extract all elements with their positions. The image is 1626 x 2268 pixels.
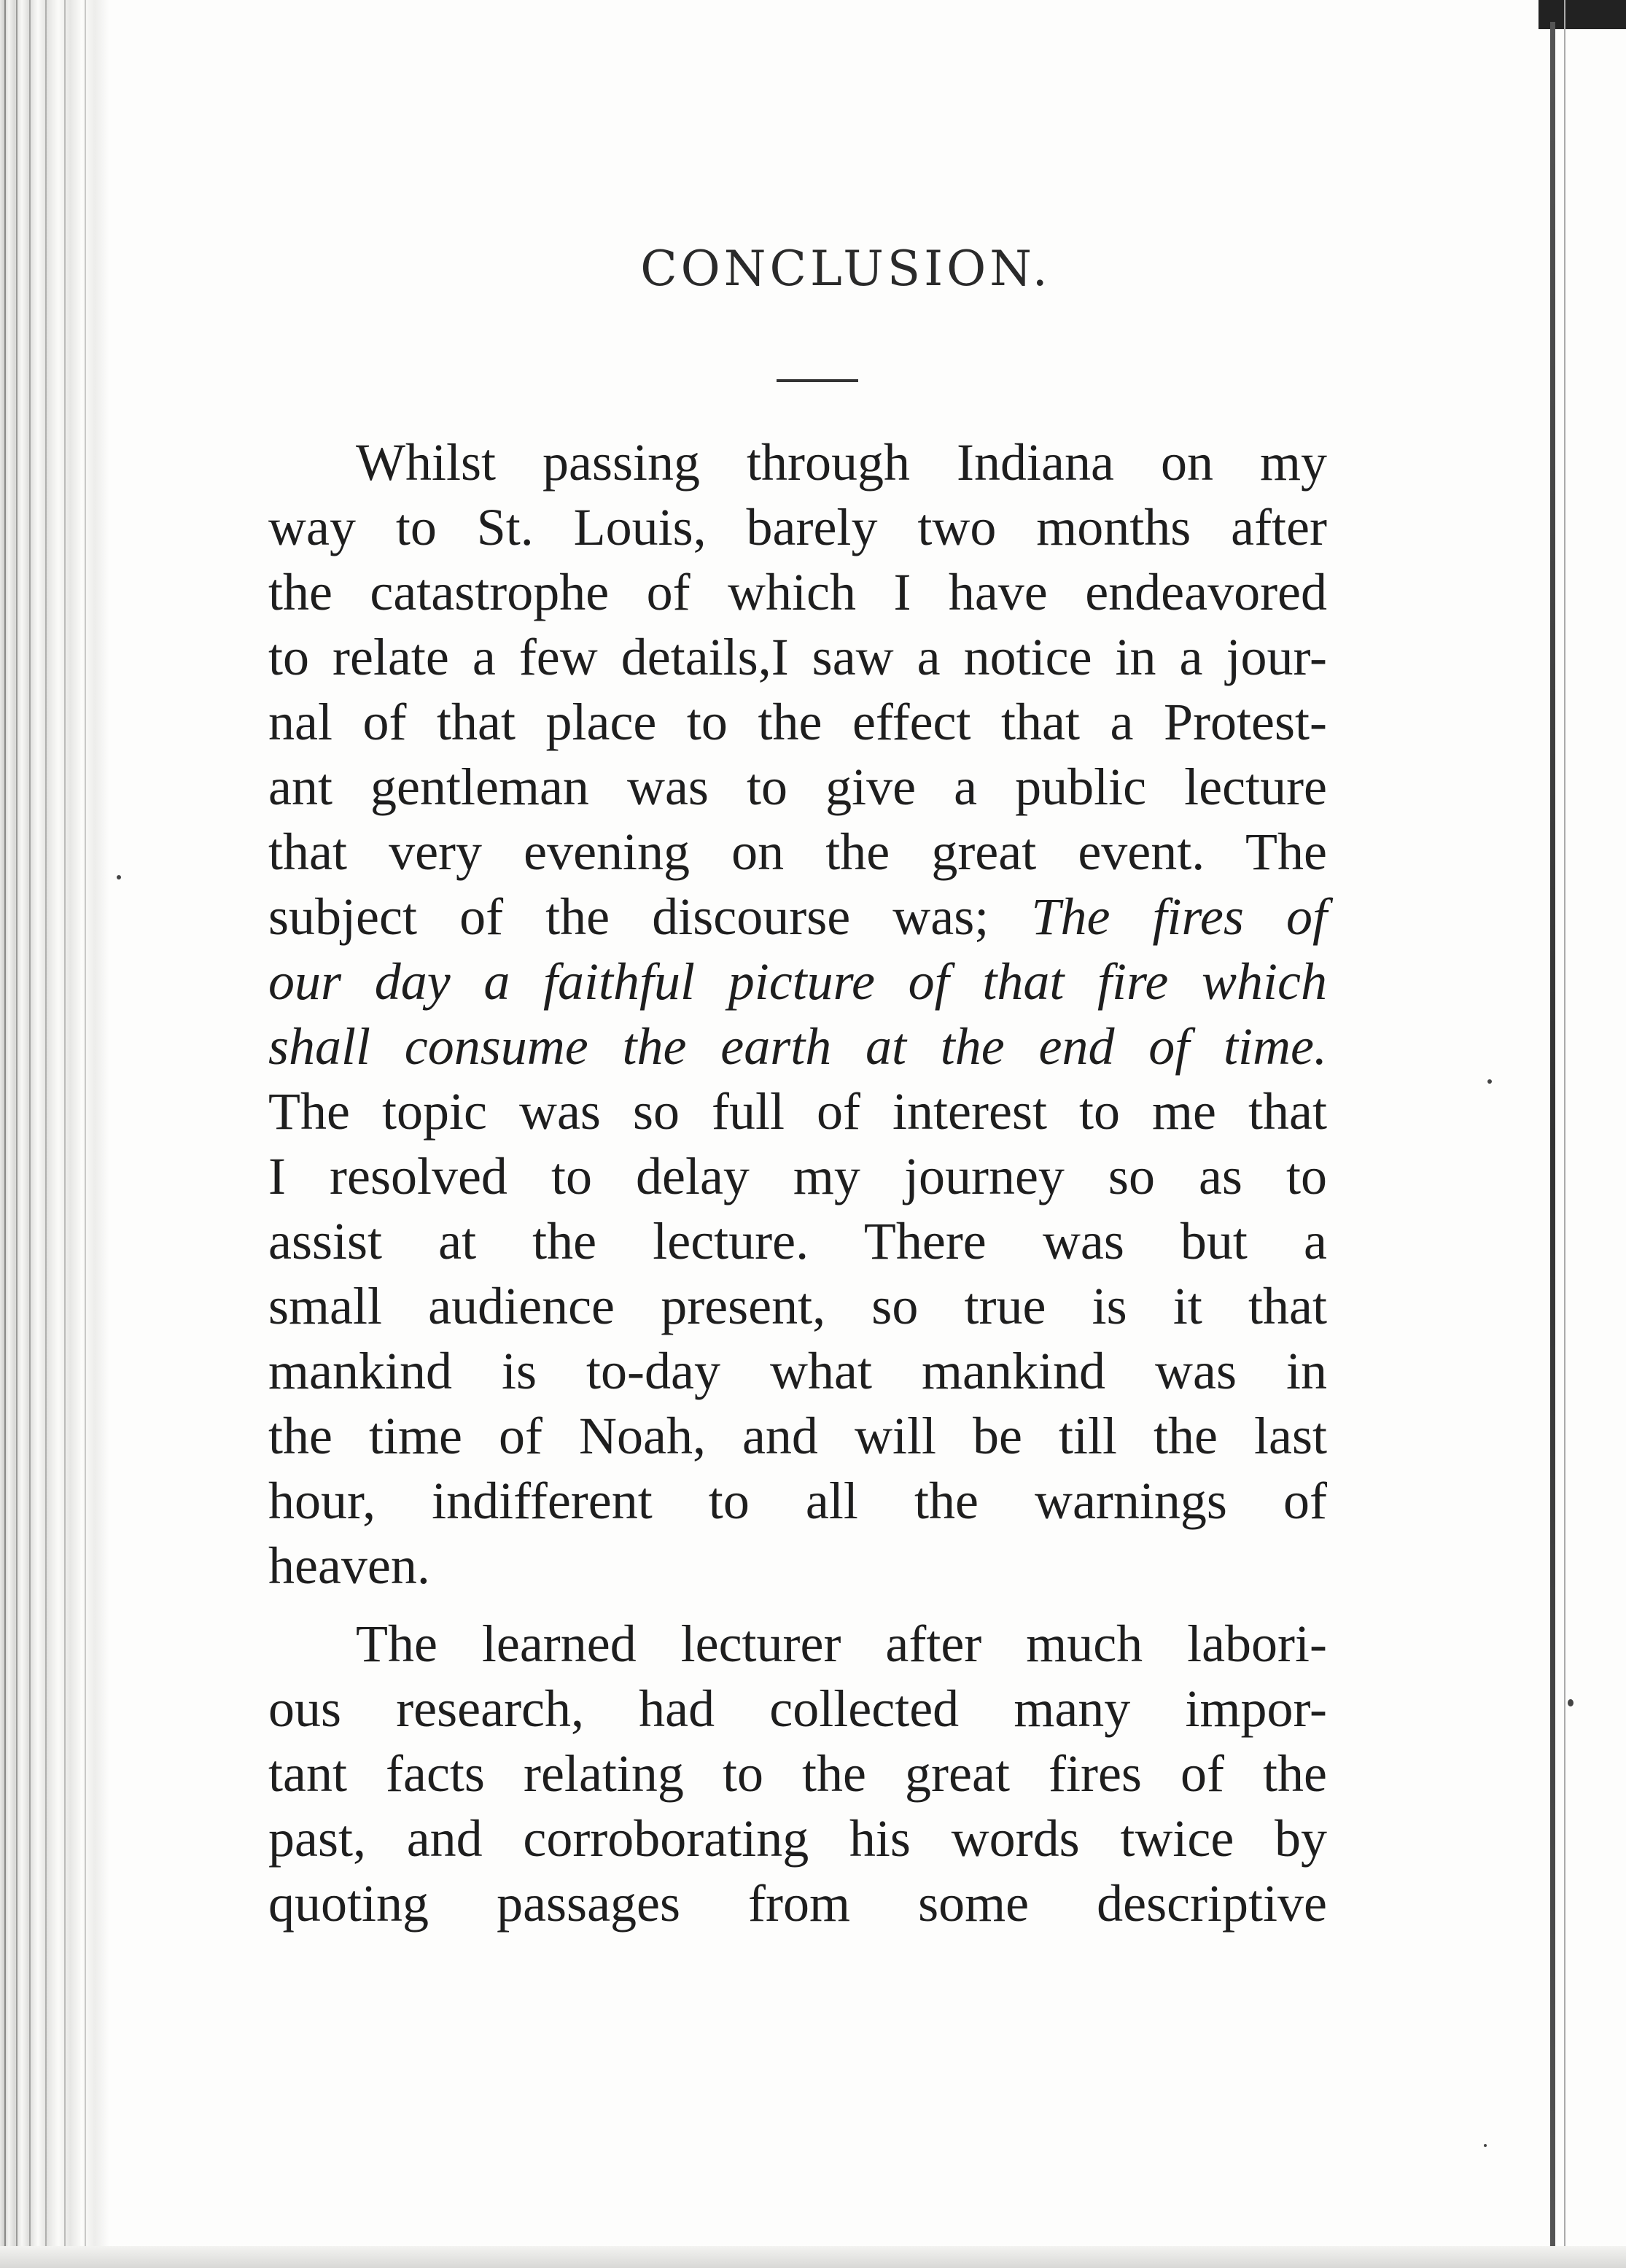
- scan-speck: [117, 875, 121, 879]
- italic-text-line: shall consume the earth at the end of time.: [268, 1017, 1327, 1076]
- paragraph-2: [268, 1612, 1327, 1936]
- text-line: to relate a few details,I saw a notice in a jour-: [268, 628, 1327, 686]
- heading-rule: [777, 379, 858, 382]
- paragraph-1: [268, 430, 1327, 1599]
- text-line: the time of Noah, and will be till the last: [268, 1407, 1327, 1465]
- text-line: way to St. Louis, barely two months after: [268, 498, 1327, 556]
- text-run: subject of the discourse was;: [268, 888, 1032, 946]
- text-line: that very evening on the great event. The: [268, 823, 1327, 881]
- text-line: I resolved to delay my journey so as to: [268, 1147, 1327, 1205]
- italic-text-line: our day a faithful picture of that fire which: [268, 952, 1327, 1011]
- text-line: assist at the lecture. There was but a: [268, 1212, 1327, 1270]
- page-edge-line: [1564, 0, 1565, 2268]
- scan-speck: [1568, 1699, 1574, 1706]
- text-line: quoting passages from some descriptive: [268, 1874, 1327, 1933]
- gutter-line: [4, 0, 6, 2268]
- text-line: The topic was so full of interest to me that: [268, 1082, 1327, 1141]
- page-bottom-shadow: [0, 2246, 1626, 2268]
- gutter-line: [45, 0, 47, 2268]
- text-line: tant facts relating to the great fires of the: [268, 1744, 1327, 1803]
- text-line: The learned lecturer after much labori-: [356, 1615, 1327, 1673]
- text-line: ous research, had collected many impor-: [268, 1679, 1327, 1738]
- gutter-line: [64, 0, 66, 2268]
- gutter-line: [29, 0, 31, 2268]
- text-line: ant gentleman was to give a public lecture: [268, 758, 1327, 816]
- text-line: Whilst passing through Indiana on my: [356, 433, 1327, 492]
- gutter-line: [16, 0, 17, 2268]
- text-line: heaven.: [268, 1537, 430, 1595]
- text-line: small audience present, so true is it that: [268, 1277, 1327, 1335]
- page-edge-rule: [1550, 22, 1555, 2253]
- body-text: [268, 430, 1327, 1936]
- gutter-line: [85, 0, 86, 2268]
- text-line: mankind is to-day what mankind was in: [268, 1342, 1327, 1400]
- text-line: hour, indifferent to all the warnings of: [268, 1472, 1327, 1530]
- text-line: past, and corroborating his words twice by: [268, 1809, 1327, 1868]
- chapter-heading: CONCLUSION.: [640, 241, 1051, 297]
- text-line: nal of that place to the effect that a Protest-: [268, 693, 1327, 751]
- scan-speck: [1484, 2144, 1487, 2147]
- text-line: the catastrophe of which I have endeavored: [268, 563, 1327, 621]
- scan-speck: [1487, 1079, 1492, 1084]
- italic-text-run: The fires of: [1031, 888, 1327, 946]
- text-line: [268, 885, 1327, 949]
